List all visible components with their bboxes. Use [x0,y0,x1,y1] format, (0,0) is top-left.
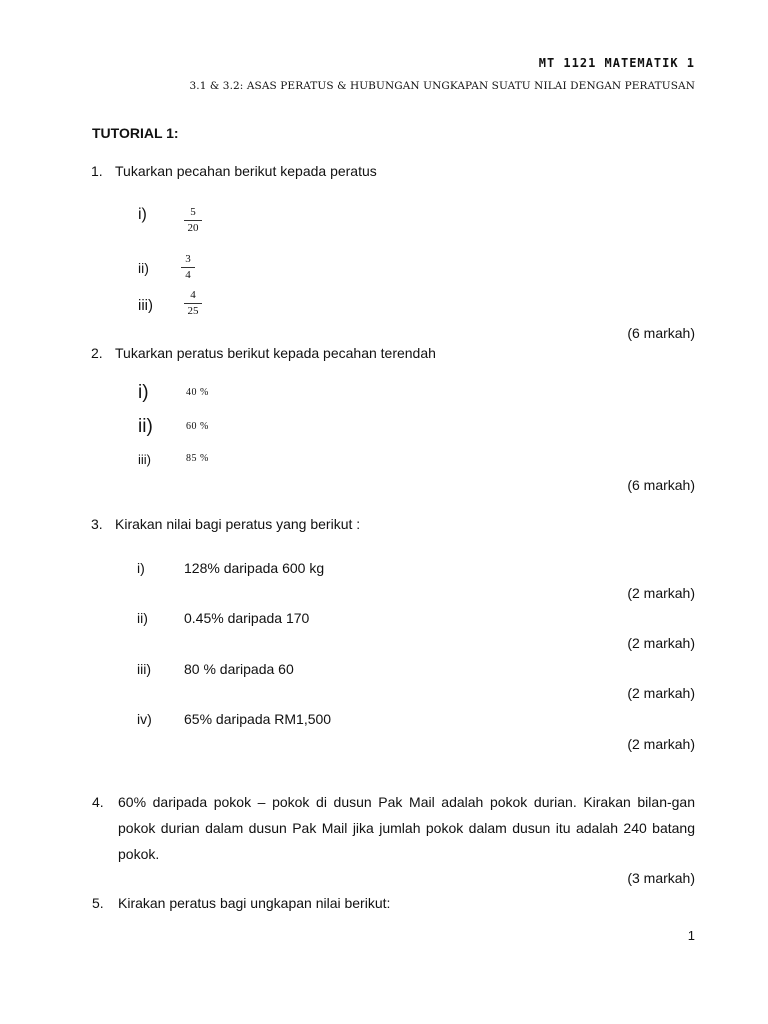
fraction-bar [181,267,195,268]
q2-item-2-value: 60 % [186,421,209,432]
q5-text: Kirakan peratus bagi ungkapan nilai berikut: [118,895,391,911]
q2-item-3-label: iii) [138,452,151,467]
q1-item-3-label: iii) [138,297,153,314]
q4-marks: (3 markah) [627,870,695,886]
fraction-bar [184,220,202,221]
q3-text: Kirakan nilai bagi peratus yang berikut : [115,516,361,532]
q3-item-3-label: iii) [137,661,151,677]
q3-item-2-label: ii) [137,610,148,626]
q2-item-1-label: i) [138,382,149,403]
q1-number: 1. [91,163,103,179]
q3-item-2-marks: (2 markah) [627,635,695,651]
q3-number: 3. [91,516,103,532]
q2-item-2-label: ii) [138,416,153,437]
q3-item-4-text: 65% daripada RM1,500 [184,711,332,727]
q5-number: 5. [92,895,104,911]
q3-item-4-marks: (2 markah) [627,736,695,752]
fraction-bar [184,303,202,304]
q1-marks: (6 markah) [627,325,695,341]
q2-number: 2. [91,345,103,361]
topic-header: 3.1 & 3.2: ASAS PERATUS & HUBUNGAN UNGKAPAN SUATU NILAI DENGAN PERATUSAN [189,80,695,92]
fraction-denominator: 25 [187,305,199,317]
q1-item-1-label: i) [138,206,147,223]
q1-text: Tukarkan pecahan berikut kepada peratus [115,163,377,179]
q1-item-1-fraction [184,206,202,234]
q2-text: Tukarkan peratus berikut kepada pecahan terendah [115,345,436,361]
q1-item-2-fraction [181,253,195,281]
q3-item-3-text: 80 % daripada 60 [184,661,294,677]
q1-item-3-fraction [184,289,202,317]
q3-item-2-text: 0.45% daripada 170 [184,610,310,626]
fraction-numerator: 3 [185,253,191,265]
page-number: 1 [687,928,695,943]
q4-number: 4. [92,794,104,810]
course-header: MT 1121 MATEMATIK 1 [538,56,695,70]
fraction-denominator: 4 [185,269,191,281]
q2-marks: (6 markah) [627,477,695,493]
fraction-denominator: 20 [187,222,199,234]
tutorial-title: TUTORIAL 1: [92,125,179,141]
q2-item-3-value: 85 % [186,453,209,464]
q3-item-1-marks: (2 markah) [627,585,695,601]
q3-item-3-marks: (2 markah) [627,685,695,701]
q1-item-2-label: ii) [138,260,149,276]
q4-text: 60% daripada pokok – pokok di dusun Pak Mail adalah pokok durian. Kirakan bilan-gan pokok durian dalam dusun Pak Mail jika jumlah pokok dalam dusun itu adalah 240 batang pokok. [118,794,695,862]
q3-item-1-text: 128% daripada 600 kg [184,560,325,576]
q2-item-1-value: 40 % [186,387,209,398]
q3-item-4-label: iv) [137,711,152,727]
q3-item-1-label: i) [137,560,145,576]
fraction-numerator: 4 [190,289,196,301]
fraction-numerator: 5 [190,206,196,218]
